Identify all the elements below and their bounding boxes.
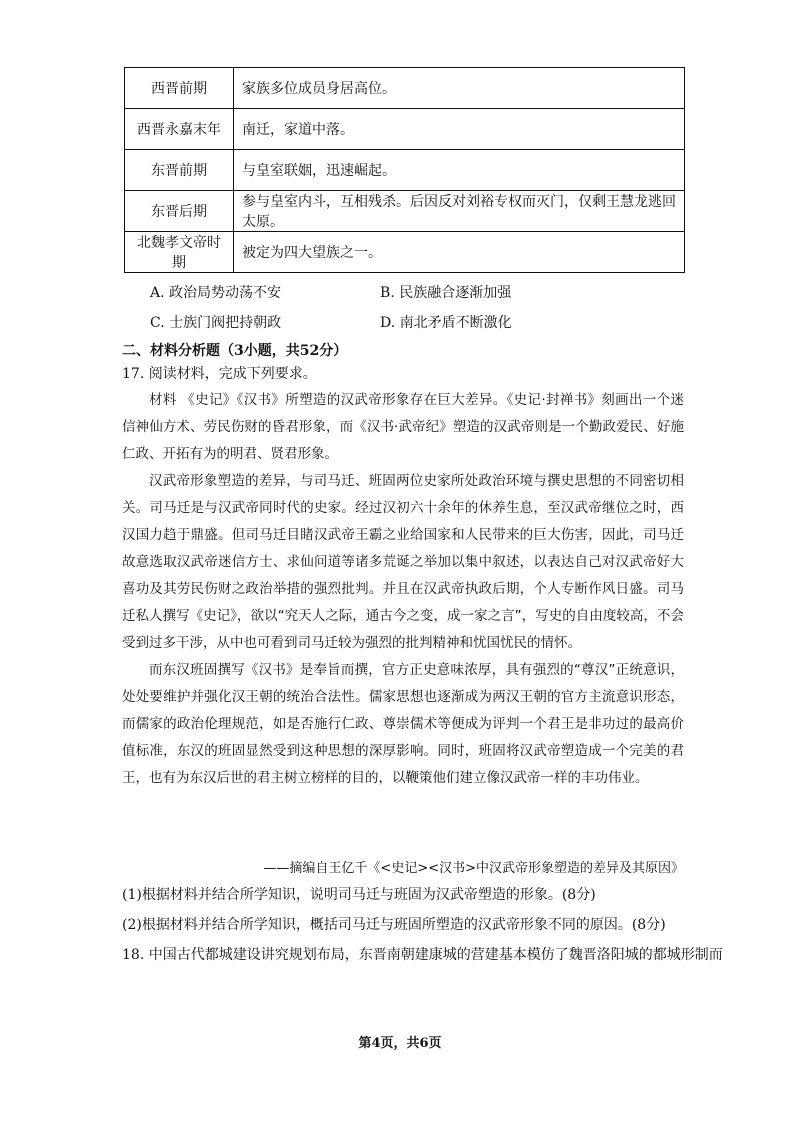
period-cell: 东晋后期 <box>125 191 234 232</box>
period-cell: 西晋前期 <box>125 68 234 109</box>
question-17-material <box>122 387 684 792</box>
desc-cell: 南迁，家道中落。 <box>234 109 685 150</box>
period-cell: 东晋前期 <box>125 150 234 191</box>
option-c[interactable]: C. 士族门阀把持朝政 <box>150 315 282 331</box>
material-paragraph: 材料 《史记》《汉书》所塑造的汉武帝形象存在巨大差异。《史记·封禅书》刻画出一个迷信神仙方术、劳民伤财的昏君形象，而《汉书·武帝纪》塑造的汉武帝则是一个勤政爱民、好施仁政、开拓有为的明君、贤君形象。 <box>122 392 684 462</box>
desc-cell: 家族多位成员身居高位。 <box>234 68 685 109</box>
table-row <box>125 191 685 232</box>
desc-cell: 与皇室联姻，迅速崛起。 <box>234 150 685 191</box>
option-a[interactable]: A. 政治局势动荡不安 <box>150 285 282 301</box>
history-table <box>124 67 685 273</box>
material-paragraph: 而东汉班固撰写《汉书》是奉旨而撰，官方正史意味浓厚，具有强烈的“尊汉”正统意识，处处要维护并强化汉王朝的统治合法性。儒家思想也逐渐成为两汉王朝的官方主流意识形态，而儒家的政治伦理规范，如是否施行仁政、尊崇儒术等便成为评判一个君王是非功过的最高价值标准，东汉的班固显然受到这种思想的深厚影响。同时，班固将汉武帝塑造成一个完美的君王，也有为东汉后世的君主树立榜样的目的，以鞭策他们建立像汉武帝一样的丰功伟业。 <box>122 662 684 786</box>
table-row <box>125 232 685 273</box>
period-cell: 北魏孝文帝时期 <box>125 232 234 273</box>
question-18-stem: 18. 中国古代都城建设讲究规划布局，东晋南朝建康城的营建基本模仿了魏晋洛阳城的都城形制而 <box>122 947 723 963</box>
table-row <box>125 150 685 191</box>
desc-cell: 参与皇室内斗，互相残杀。后因反对刘裕专权而灭门，仅剩王慧龙逃回太原。 <box>234 191 685 232</box>
question-17-stem: 17. 阅读材料，完成下列要求。 <box>122 366 317 382</box>
page-footer: 第4页，共6页 <box>358 1036 442 1051</box>
desc-cell: 被定为四大望族之一。 <box>234 232 685 273</box>
option-d[interactable]: D. 南北矛盾不断激化 <box>380 315 512 331</box>
period-cell: 西晋永嘉末年 <box>125 109 234 150</box>
option-b[interactable]: B. 民族融合逐渐加强 <box>380 285 512 301</box>
section-title: 二、材料分析题（3小题，共52分） <box>122 343 348 359</box>
question-17-sub2: (2)根据材料并结合所学知识，概括司马迁与班固所塑造的汉武帝形象不同的原因。(8分) <box>122 917 666 933</box>
question-17-sub1: (1)根据材料并结合所学知识，说明司马迁与班固为汉武帝塑造的形象。(8分) <box>122 887 596 903</box>
table-row <box>125 109 685 150</box>
material-paragraph: 汉武帝形象塑造的差异，与司马迁、班固两位史家所处政治环境与撰史思想的不同密切相关。司马迁是与汉武帝同时代的史家。经过汉初六十余年的休养生息，至汉武帝继位之时，西汉国力趋于鼎盛。但司马迁目睹汉武帝王霸之业给国家和人民带来的巨大伤害，因此，司马迁故意选取汉武帝迷信方士、求仙问道等诸多荒诞之举加以集中叙述，以表达自己对汉武帝好大喜功及其劳民伤财之政治举措的强烈批判。并且在汉武帝执政后期，个人专断作风日盛。司马迁私人撰写《史记》，欲以“究天人之际，通古今之变，成一家之言”，写史的自由度较高，不会受到过多干涉，从中也可看到司马迁较为强烈的批判精神和忧国忧民的情怀。 <box>122 473 684 651</box>
material-source: ——摘编自王亿千《<史记><汉书>中汉武帝形象塑造的差异及其原因》 <box>263 861 684 876</box>
table-row <box>125 68 685 109</box>
